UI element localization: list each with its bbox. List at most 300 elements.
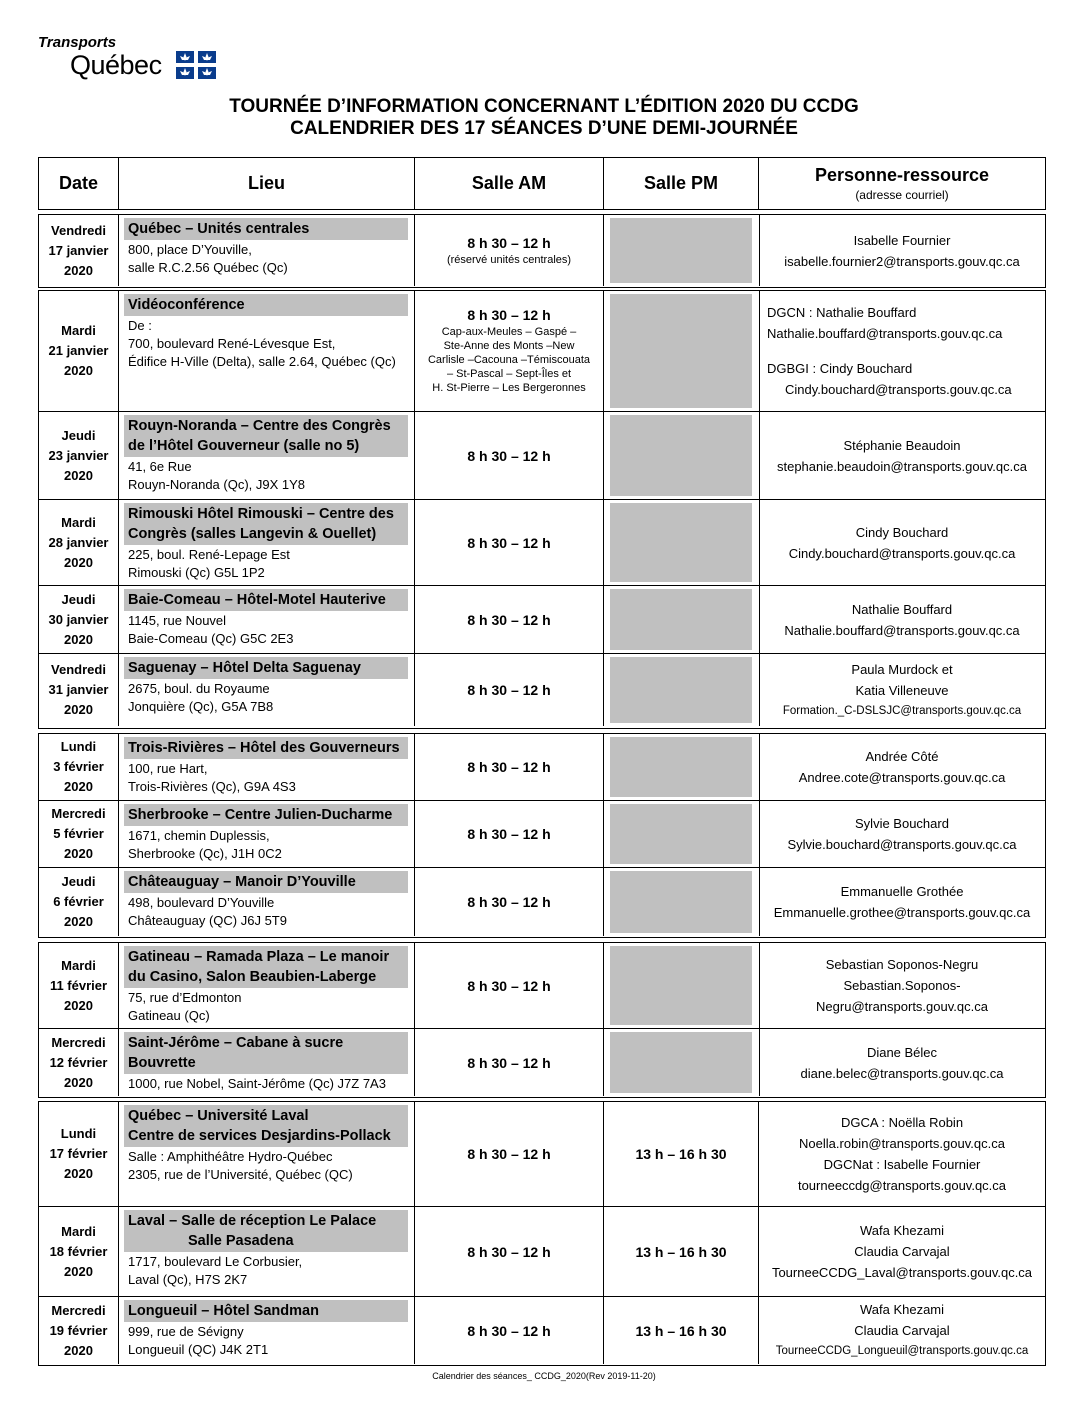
salle-pm-cell	[604, 412, 759, 499]
salle-am-note-line: Carlisle –Cacouna –Témiscouata	[427, 354, 591, 366]
date-year: 2020	[64, 554, 93, 570]
contact-cell	[759, 801, 1045, 867]
contact-email-link[interactable]: Formation._C-DSLSJC@transports.gouv.qc.ca	[782, 704, 1022, 717]
contact-cell	[759, 1029, 1045, 1096]
contact-cell	[759, 654, 1045, 726]
lieu-address-line: Gatineau (Qc)	[128, 1008, 210, 1023]
salle-am-time: 8 h 30 – 12 h	[467, 682, 551, 698]
date-day: Vendredi	[51, 662, 106, 677]
date-stack	[39, 500, 118, 585]
lieu-address-line: Rouyn-Noranda (Qc), J9X 1Y8	[128, 477, 306, 492]
contact-name: Paula Murdock et	[851, 661, 953, 677]
contact-email-link[interactable]: Cindy.bouchard@transports.gouv.qc.ca	[785, 382, 1012, 397]
salle-am-time: 8 h 30 – 12 h	[467, 894, 551, 910]
contact-email-link[interactable]: stephanie.beaudoin@transports.gouv.qc.ca	[776, 458, 1027, 474]
salle-am-cell	[415, 1297, 604, 1364]
lieu-heading	[124, 1105, 408, 1147]
date-day-month: 18 février	[49, 1243, 108, 1259]
contact-cell	[759, 943, 1045, 1028]
salle-am-stack	[415, 1297, 603, 1364]
lieu-cell	[119, 868, 415, 936]
contact-cell	[759, 734, 1045, 800]
salle-am-time: 8 h 30 – 12 h	[467, 1243, 551, 1260]
salle-pm-cell	[604, 291, 759, 411]
lieu-heading-line: Baie-Comeau – Hôtel-Motel Hauterive	[128, 592, 386, 608]
salle-am-cell	[415, 1207, 604, 1296]
lieu-cell	[119, 1207, 415, 1296]
lieu-cell	[119, 1102, 415, 1206]
contact-name: Claudia Carvajal	[854, 1323, 950, 1338]
lieu-heading-line: Québec – Unités centrales	[128, 221, 310, 237]
lieu-address-line: Longueuil (QC) J4K 2T1	[128, 1342, 269, 1357]
date-day-month: 5 février	[53, 826, 104, 841]
date-day-month: 21 janvier	[48, 343, 109, 358]
lieu-heading	[124, 294, 408, 316]
date-stack	[39, 868, 118, 936]
date-stack	[39, 1207, 118, 1296]
lieu-cell	[119, 943, 415, 1028]
contact-stack	[759, 868, 1045, 936]
lieu-address	[119, 1252, 414, 1290]
salle-am-stack	[415, 868, 603, 936]
date-stack	[39, 215, 118, 286]
contact-name: Sylvie Bouchard	[855, 816, 949, 831]
date-year: 2020	[64, 702, 93, 717]
contact-name: Sebastian Soponos-Negru	[825, 957, 979, 972]
salle-am-time: 8 h 30 – 12 h	[467, 1146, 551, 1162]
salle-pm-cell	[604, 1102, 759, 1206]
contact-name: DGCNat : Isabelle Fournier	[823, 1157, 981, 1172]
lieu-heading	[124, 1032, 408, 1074]
contact-email-link[interactable]: Sylvie.bouchard@transports.gouv.qc.ca	[787, 837, 1017, 852]
lieu-heading-line: Laval – Salle de réception Le Palace	[128, 1213, 377, 1229]
contact-email-link[interactable]: Noella.robin@transports.gouv.qc.ca	[799, 1136, 1005, 1151]
lieu-address-line: 999, rue de Sévigny	[128, 1324, 244, 1339]
contact-email-link[interactable]: Cindy.bouchard@transports.gouv.qc.ca	[788, 545, 1016, 561]
lieu-heading	[124, 415, 408, 457]
contact-email-link[interactable]: diane.belec@transports.gouv.qc.ca	[800, 1065, 1004, 1081]
lieu-heading-line: Saint-Jérôme – Cabane à sucre	[128, 1035, 344, 1051]
salle-am-time: 8 h 30 – 12 h	[467, 826, 551, 842]
contact-name: Emmanuelle Grothée	[840, 884, 964, 899]
salle-am-note-line: Cap-aux-Meules – Gaspé –	[441, 326, 577, 338]
date-year: 2020	[64, 1263, 93, 1279]
salle-pm-cell	[604, 801, 759, 867]
contact-stack	[759, 1207, 1045, 1296]
table-group-4	[38, 942, 1046, 1098]
contact-email-link[interactable]: Nathalie.bouffard@transports.gouv.qc.ca	[784, 622, 1020, 638]
lieu-address-line: 75, rue d’Edmonton	[128, 990, 242, 1005]
salle-am-stack	[415, 586, 603, 653]
lieu-heading	[124, 218, 408, 240]
lieu-address-line: 2675, boul. du Royaume	[128, 681, 270, 696]
date-day-month: 11 février	[49, 977, 108, 993]
date-year: 2020	[64, 262, 93, 278]
date-cell	[39, 801, 119, 867]
lieu-address-line: Châteauguay (QC) J6J 5T9	[128, 913, 287, 928]
lieu-cell	[119, 586, 415, 653]
header-lieu: Lieu	[247, 173, 285, 193]
salle-am-cell	[415, 412, 604, 499]
lieu-address-line: 225, boul. René-Lepage Est	[128, 547, 290, 562]
lieu-cell	[119, 500, 415, 585]
date-cell	[39, 1297, 119, 1364]
salle-am-time: 8 h 30 – 12 h	[467, 611, 551, 628]
salle-pm-cell	[604, 1207, 759, 1296]
header-contact-cell	[759, 158, 1045, 209]
date-year: 2020	[64, 1342, 93, 1358]
salle-am-cell	[415, 868, 604, 936]
lieu-address-line: Salle : Amphithéâtre Hydro-Québec	[128, 1149, 333, 1164]
salle-pm-cell	[604, 215, 759, 286]
lieu-heading-line: de l’Hôtel Gouverneur (salle no 5)	[128, 438, 360, 454]
lieu-heading-line: Salle Pasadena	[188, 1233, 294, 1249]
contact-stack	[759, 500, 1045, 585]
table-header	[38, 157, 1046, 210]
table-group-3	[38, 733, 1046, 938]
lieu-cell	[119, 291, 415, 411]
salle-pm-cell	[604, 1029, 759, 1096]
lieu-address	[119, 545, 414, 583]
contact-cell	[759, 1207, 1045, 1296]
lieu-heading-line: Rouyn-Noranda – Centre des Congrès	[128, 418, 391, 434]
lieu-heading	[124, 657, 408, 679]
date-day: Lundi	[60, 739, 97, 754]
salle-am-cell	[415, 215, 604, 286]
table-row	[39, 1028, 1045, 1096]
date-day: Mercredi	[51, 1034, 106, 1050]
lieu-address	[119, 679, 414, 717]
lieu-address-line: Sherbrooke (Qc), J1H 0C2	[128, 846, 282, 861]
lieu-address	[119, 457, 414, 495]
contact-cell	[759, 215, 1045, 286]
date-cell	[39, 215, 119, 286]
date-day: Mercredi	[51, 1302, 106, 1318]
lieu-heading	[124, 589, 408, 611]
table-row	[39, 867, 1045, 936]
lieu-address	[119, 240, 414, 278]
salle-am-stack	[415, 1207, 603, 1296]
salle-am-cell	[415, 500, 604, 585]
date-day-month: 12 février	[49, 1054, 108, 1070]
lieu-cell	[119, 801, 415, 867]
salle-am-time: 8 h 30 – 12 h	[467, 234, 551, 251]
contact-name: Katia Villeneuve	[855, 682, 949, 698]
date-year: 2020	[64, 1166, 93, 1181]
table-row	[39, 291, 1045, 411]
contact-name: DGBGI : Cindy Bouchard	[767, 361, 913, 376]
date-stack	[39, 586, 118, 653]
contact-stack	[759, 586, 1045, 653]
contact-name: Andrée Côté	[865, 749, 939, 764]
lieu-heading	[124, 871, 408, 893]
contact-cell	[759, 1297, 1045, 1364]
salle-pm-cell	[604, 943, 759, 1028]
date-stack	[39, 1102, 118, 1206]
date-day: Mardi	[61, 514, 96, 530]
contact-name: Isabelle Fournier	[853, 232, 951, 248]
lieu-heading-line: Québec – Université Laval	[128, 1108, 309, 1124]
table-row	[39, 499, 1045, 585]
contact-cell	[759, 412, 1045, 499]
header-date-cell	[39, 158, 119, 209]
table-row	[39, 585, 1045, 653]
lieu-heading-line: Saguenay – Hôtel Delta Saguenay	[128, 660, 361, 676]
lieu-heading	[124, 503, 408, 545]
date-day: Mardi	[61, 957, 96, 973]
lieu-address-line: 1000, rue Nobel, Saint-Jérôme (Qc) J7Z 7A3	[128, 1076, 386, 1091]
salle-pm-cell	[604, 734, 759, 800]
date-stack	[39, 734, 118, 800]
lieu-heading	[124, 946, 408, 988]
salle-am-stack	[415, 654, 603, 726]
header-contact-sub: (adresse courriel)	[855, 188, 949, 202]
date-year: 2020	[64, 997, 93, 1013]
transports-quebec-logo	[38, 34, 228, 84]
date-day-month: 28 janvier	[48, 534, 109, 550]
date-day-month: 17 janvier	[48, 242, 109, 258]
date-cell	[39, 500, 119, 585]
salle-am-stack	[415, 500, 603, 585]
lieu-heading-line: Longueuil – Hôtel Sandman	[128, 1303, 319, 1319]
lieu-cell	[119, 412, 415, 499]
date-cell	[39, 734, 119, 800]
salle-pm-cell	[604, 868, 759, 936]
date-year: 2020	[64, 779, 93, 794]
contact-cell	[759, 868, 1045, 936]
lieu-cell	[119, 1297, 415, 1364]
date-cell	[39, 1102, 119, 1206]
salle-am-note-line: – St-Pascal – Sept-Îles et	[446, 368, 572, 380]
lieu-cell	[119, 1029, 415, 1096]
date-year: 2020	[64, 363, 93, 378]
lieu-heading-line: Vidéoconférence	[128, 297, 245, 313]
lieu-cell	[119, 734, 415, 800]
salle-pm-stack	[604, 1102, 758, 1206]
contact-name: Diane Bélec	[866, 1044, 938, 1060]
lieu-heading-line: Centre de services Desjardins-Pollack	[128, 1128, 391, 1144]
salle-am-stack	[415, 215, 603, 286]
salle-pm-time: 13 h – 16 h 30	[635, 1243, 727, 1260]
contact-stack	[759, 1297, 1045, 1364]
salle-am-stack	[415, 734, 603, 800]
contact-stack	[759, 943, 1045, 1028]
lieu-address	[119, 893, 414, 931]
salle-pm-time: 13 h – 16 h 30	[635, 1146, 727, 1162]
date-stack	[39, 291, 118, 411]
lieu-heading-line: Congrès (salles Langevin & Ouellet)	[128, 526, 377, 542]
date-stack	[39, 412, 118, 499]
lieu-address-line: 498, boulevard D’Youville	[128, 895, 275, 910]
lieu-address-line: Trois-Rivières (Qc), G9A 4S3	[128, 779, 296, 794]
salle-am-note	[428, 325, 590, 395]
date-stack	[39, 654, 118, 726]
salle-am-cell	[415, 586, 604, 653]
contact-stack	[759, 215, 1045, 286]
table-row	[39, 943, 1045, 1028]
salle-am-stack	[415, 1029, 603, 1096]
header-lieu-cell	[119, 158, 415, 209]
date-cell	[39, 1029, 119, 1096]
date-day-month: 6 février	[53, 894, 104, 909]
salle-am-time: 8 h 30 – 12 h	[467, 977, 551, 994]
date-year: 2020	[64, 1074, 93, 1090]
date-day-month: 19 février	[49, 1322, 108, 1338]
contact-name: Cindy Bouchard	[855, 524, 949, 540]
lieu-address-line: Rimouski (Qc) G5L 1P2	[128, 565, 265, 580]
contact-name: Claudia Carvajal	[854, 1244, 950, 1259]
salle-am-cell	[415, 801, 604, 867]
contact-stack	[759, 654, 1045, 726]
lieu-address-line: Laval (Qc), H7S 2K7	[128, 1272, 248, 1287]
lieu-address-line: 800, place D’Youville,	[128, 242, 252, 257]
contact-name: Wafa Khezami	[859, 1223, 945, 1238]
quebec-flag-icon	[176, 51, 216, 79]
lieu-address	[119, 988, 414, 1026]
document-title-line1: TOURNÉE D’INFORMATION CONCERNANT L’ÉDITION 2020 DU CCDG	[229, 96, 859, 117]
contact-email-link[interactable]: Negru@transports.gouv.qc.ca	[816, 999, 988, 1014]
salle-am-note-line: (réservé unités centrales)	[446, 253, 572, 266]
date-stack	[39, 1297, 118, 1364]
table-row	[39, 653, 1045, 726]
contact-cell	[759, 291, 1045, 411]
contact-stack	[759, 734, 1045, 800]
date-cell	[39, 412, 119, 499]
lieu-address	[119, 316, 414, 372]
lieu-address-line: 1717, boulevard Le Corbusier,	[128, 1254, 303, 1269]
footer-note: Calendrier des séances_ CCDG_2020(Rev 2019-11-20)	[432, 1371, 656, 1381]
lieu-address-line: 100, rue Hart,	[128, 761, 208, 776]
table-group-5	[38, 1101, 1046, 1366]
lieu-address	[119, 611, 414, 649]
lieu-heading	[124, 1300, 408, 1322]
contact-cell	[759, 1102, 1045, 1206]
date-cell	[39, 654, 119, 726]
salle-pm-cell	[604, 500, 759, 585]
table-row	[39, 1296, 1045, 1364]
lieu-address	[119, 826, 414, 864]
contact-name: Sebastian.Soponos-	[843, 978, 961, 993]
table-group-1	[38, 214, 1046, 288]
salle-am-time: 8 h 30 – 12 h	[467, 447, 551, 464]
date-year: 2020	[64, 631, 93, 647]
header-pm-cell	[604, 158, 759, 209]
table-row	[39, 800, 1045, 867]
date-stack	[39, 943, 118, 1028]
salle-am-cell	[415, 291, 604, 411]
date-year: 2020	[64, 914, 93, 929]
header-date: Date	[58, 173, 98, 193]
lieu-address	[119, 1322, 414, 1360]
contact-name: Wafa Khezami	[859, 1302, 945, 1317]
lieu-address	[119, 1147, 414, 1185]
lieu-address	[119, 759, 414, 797]
date-day: Jeudi	[61, 874, 96, 889]
lieu-address-line: 1671, chemin Duplessis,	[128, 828, 270, 843]
lieu-cell	[119, 215, 415, 286]
table-row	[39, 215, 1045, 286]
lieu-heading-line: Rimouski Hôtel Rimouski – Centre des	[128, 506, 394, 522]
table-row	[39, 1206, 1045, 1296]
lieu-cell	[119, 654, 415, 726]
contact-email-link[interactable]: tourneeccdg@transports.gouv.qc.ca	[797, 1178, 1007, 1193]
contact-cell	[759, 586, 1045, 653]
lieu-heading-line: du Casino, Salon Beaubien-Laberge	[128, 969, 377, 985]
date-day-month: 3 février	[53, 759, 104, 774]
contact-email-link[interactable]: TourneeCCDG_Longueuil@transports.gouv.qc.ca	[775, 1345, 1029, 1357]
contact-email-link[interactable]: TourneeCCDG_Laval@transports.gouv.qc.ca	[771, 1265, 1033, 1280]
header-contact: Personne-ressource	[814, 165, 990, 185]
contact-email-link[interactable]: Emmanuelle.grothee@transports.gouv.qc.ca	[773, 905, 1031, 920]
contact-name: DGCA : Noëlla Robin	[840, 1115, 964, 1130]
lieu-heading	[124, 737, 408, 759]
contact-email-link[interactable]: Andree.cote@transports.gouv.qc.ca	[798, 770, 1006, 785]
lieu-heading	[124, 1210, 408, 1252]
salle-am-cell	[415, 1102, 604, 1206]
contact-name: Nathalie Bouffard	[851, 601, 953, 617]
contact-name: DGCN : Nathalie Bouffard	[767, 305, 917, 320]
lieu-address-line: 2305, rue de l’Université, Québec (QC)	[128, 1167, 353, 1182]
header-salle-pm: Salle PM	[643, 173, 719, 193]
logo-line2: Québec	[70, 50, 162, 80]
salle-am-stack	[415, 801, 603, 867]
salle-am-cell	[415, 1029, 604, 1096]
salle-am-note-line: Ste-Anne des Monts –New	[443, 340, 575, 352]
contact-name: Stéphanie Beaudoin	[843, 437, 961, 453]
lieu-address-line: 700, boulevard René-Lévesque Est,	[128, 336, 336, 351]
date-cell	[39, 943, 119, 1028]
date-cell	[39, 291, 119, 411]
contact-stack	[759, 801, 1045, 867]
salle-pm-stack	[604, 1297, 758, 1364]
lieu-heading	[124, 804, 408, 826]
salle-am-time: 8 h 30 – 12 h	[467, 307, 551, 323]
salle-am-note-line: H. St-Pierre – Les Bergeronnes	[432, 382, 586, 394]
date-cell	[39, 868, 119, 936]
contact-stack	[759, 1029, 1045, 1096]
date-cell	[39, 586, 119, 653]
date-stack	[39, 1029, 118, 1096]
lieu-address-line: Baie-Comeau (Qc) G5C 2E3	[128, 631, 294, 646]
salle-am-time: 8 h 30 – 12 h	[467, 759, 551, 775]
table-row	[39, 411, 1045, 499]
salle-am-note	[447, 253, 571, 267]
contact-email-link[interactable]: isabelle.fournier2@transports.gouv.qc.ca	[784, 253, 1020, 269]
lieu-address-line: 41, 6e Rue	[128, 459, 192, 474]
salle-am-stack	[415, 1102, 603, 1206]
salle-am-cell	[415, 943, 604, 1028]
header-salle-am: Salle AM	[471, 173, 547, 193]
lieu-address-line: salle R.C.2.56 Québec (Qc)	[128, 260, 288, 275]
header-am-cell	[415, 158, 604, 209]
lieu-address-line: De :	[128, 318, 152, 333]
lieu-heading-line: Trois-Rivières – Hôtel des Gouverneurs	[128, 740, 400, 756]
salle-pm-cell	[604, 586, 759, 653]
contact-stack	[759, 1102, 1045, 1206]
contact-email-link[interactable]: Nathalie.bouffard@transports.gouv.qc.ca	[767, 326, 1003, 341]
date-cell	[39, 1207, 119, 1296]
date-day: Lundi	[60, 1126, 97, 1141]
date-stack	[39, 801, 118, 867]
table-group-2	[38, 290, 1046, 729]
salle-am-cell	[415, 734, 604, 800]
date-day: Mardi	[61, 1223, 96, 1239]
date-day-month: 30 janvier	[48, 611, 109, 627]
contact-cell	[759, 500, 1045, 585]
document-title-line2: CALENDRIER DES 17 SÉANCES D’UNE DEMI-JOURNÉE	[290, 118, 798, 139]
date-day: Mercredi	[51, 806, 106, 821]
lieu-heading-line: Châteauguay – Manoir D’Youville	[128, 874, 356, 890]
